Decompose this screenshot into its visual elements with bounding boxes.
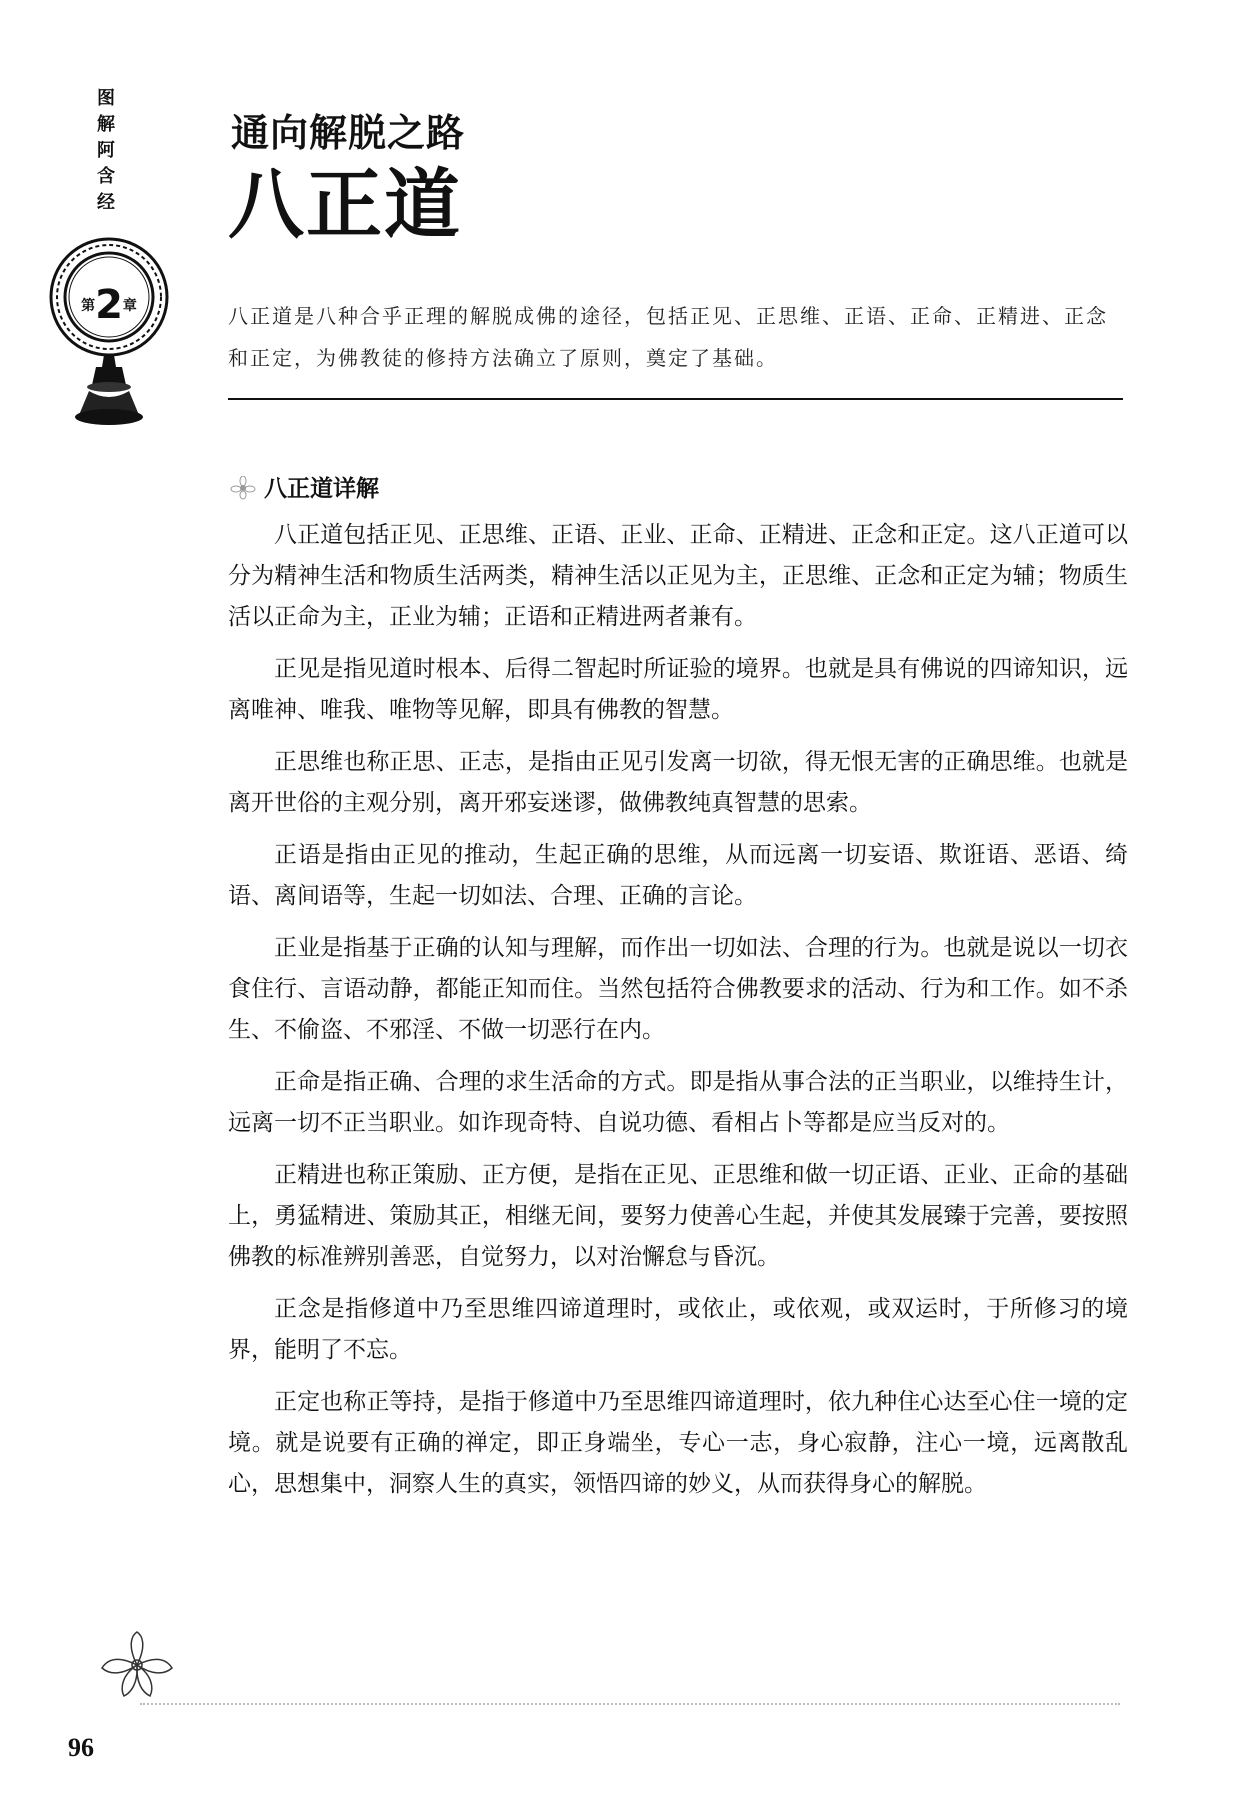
section-heading-text: 八正道详解 [264,476,379,502]
chapter-prefix: 第 [81,298,96,314]
flower-icon [228,476,258,500]
lotus-ornament-icon [92,1630,182,1700]
book-series-label: 图解阿含经 [97,88,115,213]
chapter-suffix: 章 [122,298,137,314]
intro-paragraph: 八正道是八种合乎正理的解脱成佛的途径，包括正见、正思维、正语、正命、正精进、正念和正定，为佛教徒的修持方法确立了原则，奠定了基础。 [228,304,1108,370]
page-subtitle: 通向解脱之路 [231,111,466,155]
footer-rule [140,1703,1120,1705]
paragraph: 正语是指由正见的推动，生起正确的思维，从而远离一切妄语、欺诳语、恶语、绮语、离间语等，生起一切如法、合理、正确的言论。 [228,842,1128,909]
ornate-frame-icon [44,235,174,445]
paragraph: 正念是指修道中乃至思维四谛道理时，或依止，或依观，或双运时，于所修习的境界，能明了不忘。 [228,1296,1128,1363]
chapter-number-badge [79,282,139,328]
paragraph: 正命是指正确、合理的求生活命的方式。即是指从事合法的正当职业，以维持生计，远离一切不正当职业。如诈现奇特、自说功德、看相占卜等都是应当反对的。 [228,1069,1128,1136]
paragraph: 正定也称正等持，是指于修道中乃至思维四谛道理时，依九种住心达至心住一境的定境。就是说要有正确的禅定，即正身端坐，专心一志，身心寂静，注心一境，远离散乱心，思想集中，洞察人生的真实，领悟四谛的妙义，从而获得身心的解脱。 [228,1389,1128,1497]
paragraph: 正见是指见道时根本、后得二智起时所证验的境界。也就是具有佛说的四谛知识，远离唯神、唯我、唯物等见解，即具有佛教的智慧。 [228,656,1128,723]
divider [228,398,1123,400]
paragraph: 正思维也称正思、正志，是指由正见引发离一切欲，得无恨无害的正确思维。也就是离开世俗的主观分别，离开邪妄迷谬，做佛教纯真智慧的思索。 [228,749,1128,816]
paragraph: 八正道包括正见、正思维、正语、正业、正命、正精进、正念和正定。这八正道可以分为精神生活和物质生活两类，精神生活以正见为主，正思维、正念和正定为辅；物质生活以正命为主，正业为辅；正语和正精进两者兼有。 [228,522,1128,630]
chapter-number: 2 [95,282,123,328]
page-number: 96 [68,1733,94,1762]
paragraph: 正业是指基于正确的认知与理解，而作出一切如法、合理的行为。也就是说以一切衣食住行、言语动静，都能正知而住。当然包括符合佛教要求的活动、行为和工作。如不杀生、不偷盗、不邪淫、不做一切恶行在内。 [228,935,1128,1043]
chapter-emblem [44,235,174,445]
page-title: 八正道 [228,160,462,249]
paragraph: 正精进也称正策励、正方便，是指在正见、正思维和做一切正语、正业、正命的基础上，勇猛精进、策励其正，相继无间，要努力使善心生起，并使其发展臻于完善，要按照佛教的标准辨别善恶，自觉努力，以对治懈怠与昏沉。 [228,1162,1128,1270]
section-heading [228,470,379,503]
body-text [228,515,1128,1516]
